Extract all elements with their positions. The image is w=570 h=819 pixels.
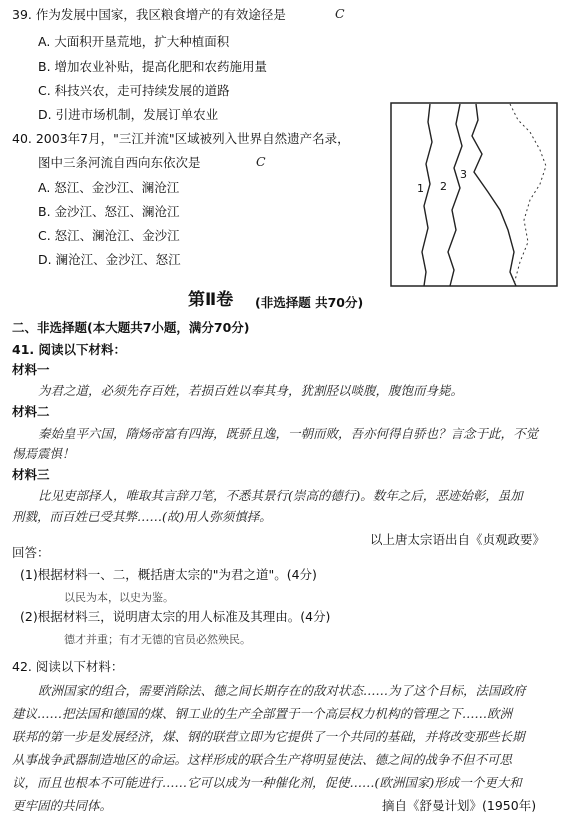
q41-material3-line2: 刑戮，而百姓已受其弊……(故)用人弥须慎择。 — [12, 509, 272, 524]
q42-line-6: 更牢固的共同体。 — [12, 798, 113, 813]
q42-line-4: 从事战争武器制造地区的命运。这样形成的联合生产将明显使法、德之间的战争不但不可思 — [12, 752, 513, 767]
q41-material3-line1: 比见吏部择人，唯取其言辞刀笔，不悉其景行(崇高的德行)。数年之后，恶迹始彰，虽加 — [38, 488, 523, 503]
section-header: 二、非选择题(本大题共7小题，满分70分) — [12, 320, 250, 335]
map-label-1: 1 — [417, 182, 424, 195]
three-rivers-map — [390, 102, 558, 287]
q41-subanswer-2: 德才并重；有才无德的官员必然殃民。 — [64, 633, 251, 646]
q41-answer-label: 回答： — [12, 545, 50, 560]
q40-option-c: C. 怒江、澜沧江、金沙江 — [38, 228, 180, 243]
q40-stem-line1: 40. 2003年7月，"三江并流"区域被列入世界自然遗产名录， — [12, 131, 350, 146]
q42-line-1: 欧洲国家的组合，需要消除法、德之间长期存在的敌对状态……为了这个目标，法国政府 — [38, 683, 526, 698]
q42-line-5: 议，而且也根本不可能进行……它可以成为一种催化剂，促使……(欧洲国家)形成一个更大和 — [12, 775, 522, 790]
q40-option-d: D. 澜沧江、金沙江、怒江 — [38, 252, 181, 267]
q40-option-a: A. 怒江、金沙江、澜沧江 — [38, 180, 180, 195]
q42-line-3: 联邦的第一步是发展经济，煤、钢的联营立即为它提供了一个共同的基础，并将改变那些长期 — [12, 729, 525, 744]
q41-material1-label: 材料一 — [12, 362, 50, 377]
q41-subquestion-2: (2)根据材料三，说明唐太宗的用人标准及其理由。(4分) — [20, 609, 331, 624]
q39-option-a: A. 大面积开垦荒地，扩大种植面积 — [38, 34, 230, 49]
q41-material3-label: 材料三 — [12, 467, 50, 482]
q39-option-b: B. 增加农业补贴，提高化肥和农药施用量 — [38, 59, 268, 74]
q41-source: 以上唐太宗语出自《贞观政要》 — [370, 532, 546, 547]
map-label-2: 2 — [440, 180, 447, 193]
q40-stem-line2: 图中三条河流自西向东依次是 — [38, 155, 201, 170]
q41-material2-line2: 惕焉震惧！ — [12, 446, 75, 461]
q42-source: 摘自《舒曼计划》(1950年) — [382, 798, 537, 813]
q41-material2-line1: 秦始皇平六国，隋炀帝富有四海，既骄且逸，一朝而败，吾亦何得自骄也？言念于此，不觉 — [38, 426, 539, 441]
q41-material2-label: 材料二 — [12, 404, 50, 419]
q41-subanswer-1: 以民为本，以史为鉴。 — [64, 591, 174, 604]
q41-subquestion-1: (1)根据材料一、二，概括唐太宗的"为君之道"。(4分) — [20, 567, 317, 582]
q39-answer: C — [335, 6, 345, 21]
q39-stem: 39. 作为发展中国家，我区粮食增产的有效途径是 — [12, 7, 286, 22]
q41-material1-text: 为君之道，必须先存百姓，若损百姓以奉其身，犹割胫以啖腹，腹饱而身毙。 — [38, 383, 464, 398]
q40-answer: C — [256, 154, 266, 169]
part2-title: 第Ⅱ卷 — [188, 290, 234, 310]
q42-line-2: 建议……把法国和德国的煤、钢工业的生产全部置于一个高层权力机构的管理之下……欧洲 — [12, 706, 513, 721]
q39-option-d: D. 引进市场机制，发展订单农业 — [38, 107, 219, 122]
q41-stem: 41. 阅读以下材料： — [12, 342, 126, 357]
part2-subtitle: (非选择题 共70分) — [255, 295, 364, 310]
q42-stem: 42. 阅读以下材料： — [12, 659, 124, 674]
q40-option-b: B. 金沙江、怒江、澜沧江 — [38, 204, 180, 219]
map-label-3: 3 — [460, 168, 467, 181]
q39-option-c: C. 科技兴农，走可持续发展的道路 — [38, 83, 230, 98]
